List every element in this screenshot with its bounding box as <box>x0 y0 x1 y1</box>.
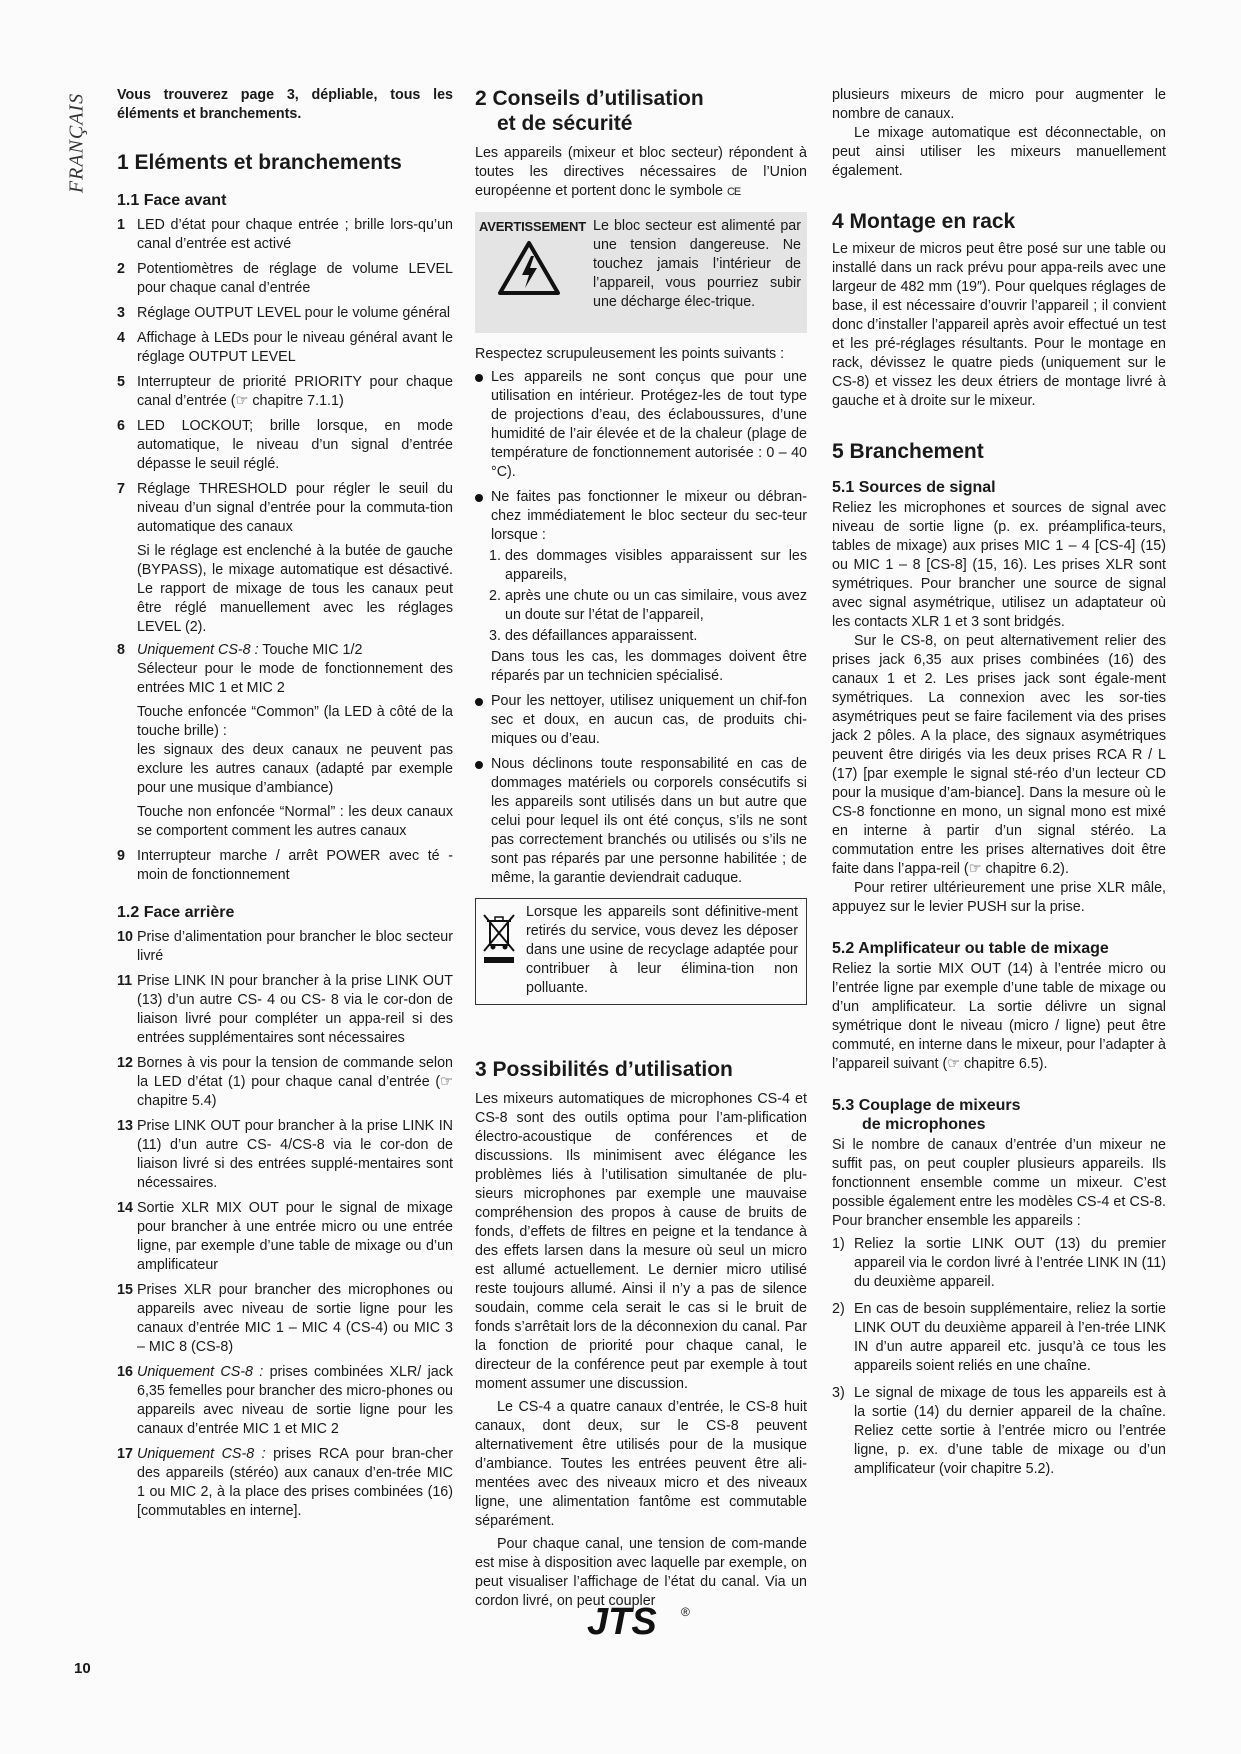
paragraph: Le CS-4 a quatre canaux d’entrée, le CS-8 huit canaux, dont deux, sur le CS-8 peuvent alternativement être utilisés pour de la musique d’ambiance. Toutes les entrées peuvent être ali-mentées avec des niveaux micro et des niveaux ligne, une alimentation fantôme est commutable séparément. <box>475 1399 807 1529</box>
warning-text: Le bloc secteur est alimenté par une tension dangereuse. Ne touchez jamais l’intérieur de l’appareil, vous pourriez subir une décharge élec-trique. <box>593 218 801 310</box>
bullet-tail: Dans tous les cas, les dommages doivent être réparés par un technicien spécialisé. <box>491 649 807 684</box>
paragraph: plusieurs mixeurs de micro pour augmenter le nombre de canaux. <box>832 87 1166 122</box>
respect-text: Respectez scrupuleusement les points suivants : <box>475 346 785 362</box>
section-5-heading: 5 Branchement <box>832 440 984 463</box>
bullet-item: Nous déclinons toute responsabilité en cas de dommages matériels ou corporels consécutifs si les appareils sont utilisés dans un but autre que celui pour lequel ils ont été conçus, s’ils ne sont pas correctement branchés ou utilisés ou s’ils ne sont pas réparés par une personne habilitée ; de même, la garantie deviendrait caduque. <box>475 755 807 888</box>
language-side-label: FRANÇAIS <box>65 92 88 194</box>
step-item: 3) Le signal de mixage de tous les appareils est à la sortie (14) du dernier appareil de la chaîne. Reliez cette sortie à l’entrée micro ou l’entrée ligne, p. ex. d’une table de mixage ou d’un amplificateur (voir chapitre 5.2). <box>832 1385 1166 1477</box>
list-item: 15 Prises XLR pour brancher des microphones ou appareils avec niveau de sortie ligne pour les canaux d’entrée MIC 1 – MIC 4 (CS-4) ou MIC 3 – MIC 8 (CS-8) <box>117 1282 453 1355</box>
section-1-heading: 1 Eléments et branchements <box>117 151 402 174</box>
list-item: 5 Interrupteur de priorité PRIORITY pour chaque canal d’entrée (☞ chapitre 7.1.1) <box>117 374 453 409</box>
list-item: 6 LED LOCKOUT; brille lorsque, en mode automatique, le niveau d’un signal d’entrée dépasse le seuil réglé. <box>117 418 453 472</box>
svg-text:®: ® <box>681 1605 690 1619</box>
paragraph: Le mixeur de micros peut être posé sur une table ou installé dans un rack prévu pour appa-reils avec une largeur de 482 mm (19″). Pour quelques réglages de base, il est nécessaire d’ouvrir l’appareil ; il convient donc d’installer l’appareil après avoir effectué un test et les pré-réglages résultants. Pour le montage en rack, dévissez le quatre pieds (uniquement sur le CS-8) et vissez les deux étriers de montage livré à gauche et à droite sur le mixeur. <box>832 241 1166 409</box>
bullet-item: Ne faites pas fonctionner le mixeur ou débran-chez immédiatement le bloc secteur du sec-teur lorsque : <box>475 488 807 545</box>
step-item: 2) En cas de besoin supplémentaire, reliez la sortie LINK OUT du deuxième appareil à l’en-trée LINK IN d’un autre appareil etc. jusqu’à ce tous les appareils soient reliés en une chaîne. <box>832 1301 1166 1374</box>
steps-list <box>832 1235 1166 1479</box>
list-item: 9 Interrupteur marche / arrêt POWER avec té - moin de fonctionnement <box>117 848 453 883</box>
rear-items-list <box>117 928 453 1357</box>
list-item: 7 Réglage THRESHOLD pour régler le seuil du niveau d’un signal d’entrée pour la commuta-tion automatique des canaux Si le réglage est enclenché à la butée de gauche (BYPASS), le mixage automatique est désactivé. Le rapport de mixage de tous les canaux peut être réglé manuellement avec les réglages LEVEL (2). <box>117 481 453 635</box>
safety-intro: Les appareils (mixeur et bloc secteur) répondent à toutes les directives nécessaires de l’Union européenne et portent donc le symbole CE <box>475 145 807 199</box>
list-item: 4 Affichage à LEDs pour le niveau général avant le réglage OUTPUT LEVEL <box>117 330 453 365</box>
column-3 <box>832 86 1166 1487</box>
list-item: 11 Prise LINK IN pour brancher à la prise LINK OUT (13) d’un autre CS- 4 ou CS- 8 via le cor-don de liaison livré pour compléter un appa-reil si des entrées supplémentaires sont nécessaires <box>117 973 453 1046</box>
paragraph: Si le nombre de canaux d’entrée d’un mixeur ne suffit pas, on peut coupler plusieurs appareils. Ils fonctionnent ensemble comme un mixeur. C’est possible également entre les modèles CS-4 et CS-8. Pour brancher ensemble les appareils : <box>832 1137 1166 1229</box>
warning-box <box>475 212 807 333</box>
list-item: 10 Prise d’alimentation pour brancher le bloc secteur livré <box>117 929 453 964</box>
ce-mark-icon: CE <box>726 186 741 198</box>
paragraph: Les mixeurs automatiques de microphones CS-4 et CS-8 sont des outils optima pour l’am-plification électro-acoustique de conférences et de discussions. Ils minimisent avec élégance les problèmes liés à l’utilisation simultanée de plu-sieurs microphones par exemple une mauvaise compréhension des propos à cause de bruits de fonds, d’effets de filtres en peigne et la tendance à des effets larsen dans la mesure où seul un micro est allumé actuellement. Le dernier micro utilisé reste toujours allumé. Ainsi il n’y a pas de silence soudain, comme cela serait le cas si le bruit de fonds s’arrêtait lors de la déconnexion du canal. Par la fonction de priorité pour chaque canal, le directeur de la conférence peut par exemple à tout moment assumer une discussion. <box>475 1091 807 1392</box>
front-items-list <box>117 216 453 637</box>
paragraph: Reliez la sortie MIX OUT (14) à l’entrée micro ou l’entrée ligne par exemple d’une table de mixage ou d’un amplificateur. La sortie délivre un signal symétrique dont le niveau (micro / ligne) peut être commuté, en interne dans le mixeur, pour l’adapter à l’appareil suivant (☞ chapitre 6.5). <box>832 961 1166 1072</box>
list-item: 17 Uniquement CS-8 : prises RCA pour bran-cher des appareils (stéréo) aux canaux d’en-trée MIC 1 ou MIC 2, à la place des prises combinées (16) [commutables en interne]. <box>117 1446 453 1519</box>
warning-label: AVERTISSEMENT <box>479 219 586 234</box>
list-item: 2 Potentiomètres de réglage de volume LEVEL pour chaque canal d’entrée <box>117 261 453 296</box>
intro-text: Vous trouverez page 3, dépliable, tous les éléments et branchements. <box>117 87 453 122</box>
crossed-bin-icon <box>482 911 516 967</box>
step-item: 1) Reliez la sortie LINK OUT (13) du premier appareil via le cordon livré à l’entrée LINK IN (11) du deuxième appareil. <box>832 1236 1166 1290</box>
bullet-item: Pour les nettoyer, utilisez uniquement un chif-fon sec et doux, en aucun cas, de produits chi-miques ou d’eau. <box>475 692 807 749</box>
list-item: 12 Bornes à vis pour la tension de commande selon la LED d’état (1) pour chaque canal d’entrée (☞ chapitre 5.4) <box>117 1055 453 1109</box>
recycling-notice: Lorsque les appareils sont définitive-ment retirés du service, vous devez les déposer dans une usine de recyclage adaptée pour contribuer à leur élimina-tion non polluante. <box>475 898 807 1005</box>
section-3-heading: 3 Possibilités d’utilisation <box>475 1058 733 1081</box>
section-5-2-heading: 5.2 Amplificateur ou table de mixage <box>832 940 1109 957</box>
column-2 <box>475 86 807 1615</box>
column-1 <box>117 86 453 1527</box>
enum-item: 2. après une chute ou un cas similaire, vous avez un doute sur l’état de l’appareil, <box>489 588 807 623</box>
list-item: 8 Uniquement CS-8 : Touche MIC 1/2 Sélecteur pour le mode de fonctionnement des entrées MIC 1 et MIC 2 Touche enfoncée “Common” (la LED à côté de la touche brille) : les signaux des deux canaux ne peuvent pas exclure les autres canaux (adapté par exemple pour une musique d’ambiance) Touche non enfoncée “Normal” : les deux canaux se comportent comment les autres canaux <box>117 642 453 839</box>
list-item: 3 Réglage OUTPUT LEVEL pour le volume général <box>117 305 451 321</box>
list-item: 16 Uniquement CS-8 : prises combinées XLR/ jack 6,35 femelles pour brancher des micro-phones ou appareils avec niveau de sortie ligne pour les canaux d’entrée MIC 1 et MIC 2 <box>117 1364 453 1437</box>
paragraph: Le mixage automatique est déconnectable, on peut ainsi utiliser les mixeurs manuellement également. <box>832 125 1166 179</box>
section-4-heading: 4 Montage en rack <box>832 210 1016 233</box>
enum-list <box>475 547 807 646</box>
svg-text:JTS: JTS <box>587 1601 657 1642</box>
jts-logo <box>585 1600 695 1642</box>
paragraph: Pour chaque canal, une tension de com-mande est mise à disposition avec laquelle par exemple, on peut visualiser l’affichage de l’état du canal. Via un cordon livré, on peut coupler <box>475 1536 807 1609</box>
bullet-item: Les appareils ne sont conçus que pour une utilisation en intérieur. Protégez-les de tout type de projections d’eau, des éclaboussures, d’une humidité de l’air élevée et de la chaleur (plage de température de fonctionnement autorisée : 0 – 40 °C). <box>475 368 807 482</box>
list-item: 14 Sortie XLR MIX OUT pour le signal de mixage pour brancher à une entrée micro ou une entrée ligne, par exemple d’une table de mixage ou d’un amplificateur <box>117 1200 453 1273</box>
section-1-2-heading: 1.2 Face arrière <box>117 904 235 921</box>
list-item: 1 LED d’état pour chaque entrée ; brille lors-qu’un canal d’entrée est activé <box>117 217 453 252</box>
paragraph: Reliez les microphones et sources de signal avec niveau de sortie ligne (p. ex. préamplifica-teurs, tables de mixage) aux prises MIC 1 – 4 [CS-4] (15) ou MIC 1 – 8 [CS-8] (15, 16). Les prises XLR sont symétriques. Pour brancher une source de signal avec signal asymétrique, utilisez un adaptateur où les contacts XLR 1 et 3 sont bridgés. <box>832 500 1166 630</box>
paragraph: Pour retirer ultérieurement une prise XLR mâle, appuyez sur le levier PUSH sur la prise. <box>832 880 1166 915</box>
section-5-3-heading: 5.3 Couplage de mixeurs de microphones <box>832 1097 1021 1133</box>
enum-item: 3. des défaillances apparaissent. <box>489 628 698 644</box>
high-voltage-warning-icon <box>497 240 561 296</box>
section-1-1-heading: 1.1 Face avant <box>117 192 227 209</box>
section-2-heading: 2 Conseils d’utilisation et de sécurité <box>475 87 704 135</box>
list-item: 13 Prise LINK OUT pour brancher à la prise LINK IN (11) d’un autre CS- 4/CS-8 via le cor-don de liaison livré si des entrées supplé-mentaires sont nécessaires. <box>117 1118 453 1191</box>
section-5-1-heading: 5.1 Sources de signal <box>832 479 996 496</box>
paragraph: Sur le CS-8, on peut alternativement relier des prises jack 6,35 aux prises combinées (16) des canaux 1 et 2. Les prises jack sont égale-ment symétriques. La connexion avec les sor-ties asymétriques peut se faire facilement via des prises jack 2 pôles. A la place, des signaux asymétriques peuvent être dirigés via les deux prises RCA R / L (17) [par exemple le signal sté-réo d’un lecteur CD pour la musique d’am-biance]. Dans la mesure où le CS-8 fonctionne en mono, un signal mono est mixé en interne à partir d’un signal stéréo. La commutation entre les prises alternatives doit être faite dans l’appa-reil (☞ chapitre 6.2). <box>832 633 1166 877</box>
enum-item: 1. des dommages visibles apparaissent sur les appareils, <box>489 548 807 583</box>
page-number: 10 <box>74 1660 91 1677</box>
